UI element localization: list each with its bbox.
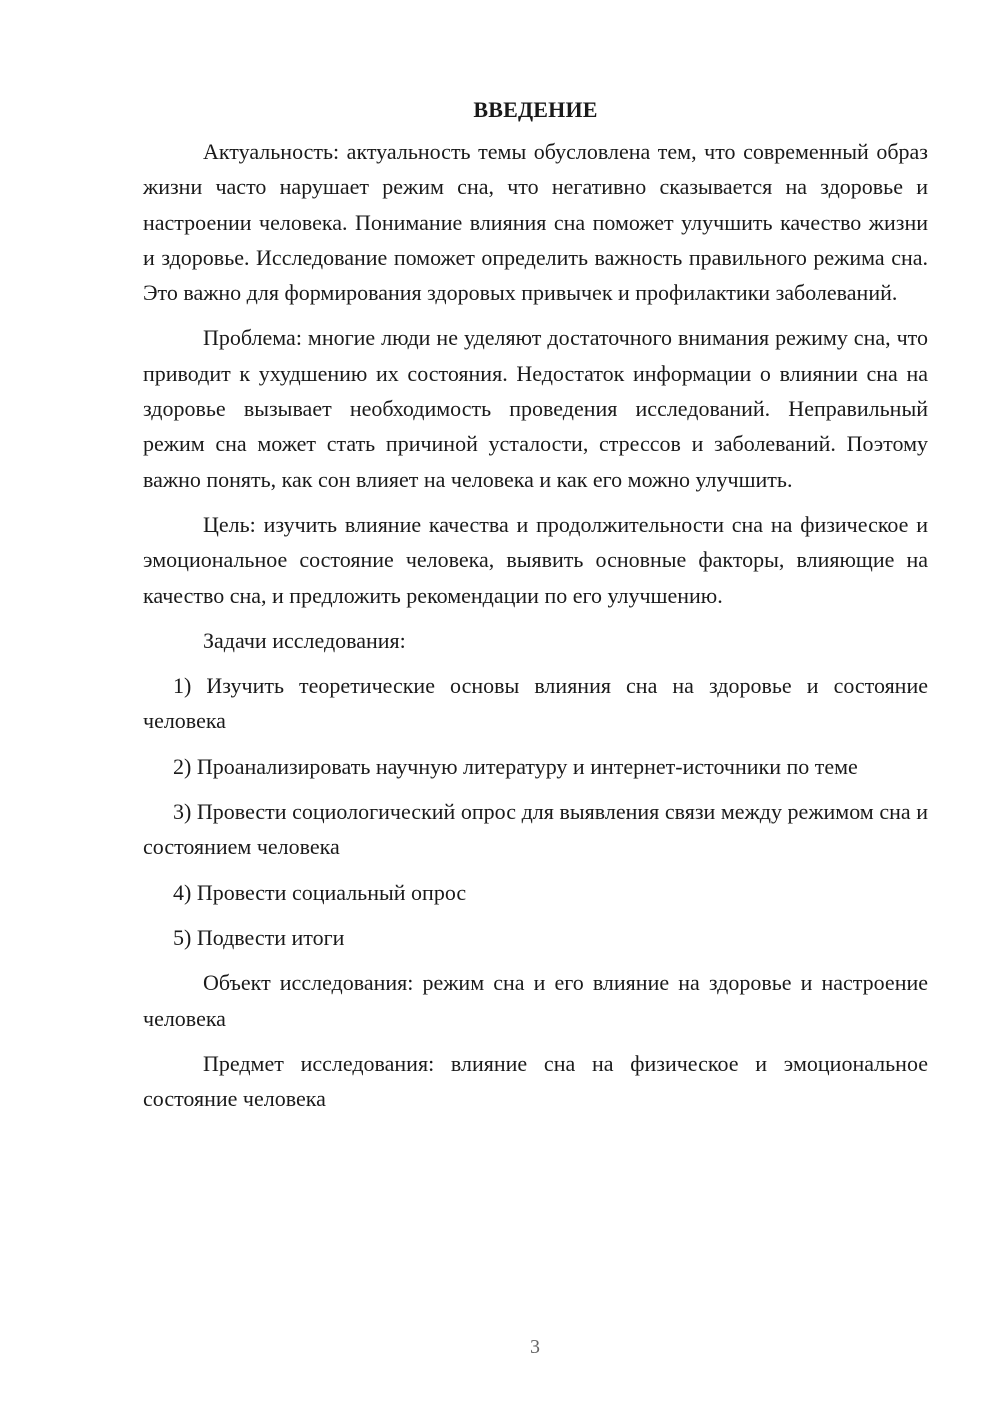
task-item-3: 3) Провести социологический опрос для выявления связи между режимом сна и состоянием человека [143,799,928,860]
paragraph-goal: Цель: изучить влияние качества и продолжительности сна на физическое и эмоциональное состояние человека, выявить основные факторы, влияющие на качество сна, и предложить рекомендации по его улучшению. [143,511,928,608]
page-number: 3 [530,1336,540,1358]
task-item-1: 1) Изучить теоретические основы влияния сна на здоровье и состояние человека [143,673,928,734]
task-item-5: 5) Подвести итоги [173,924,345,950]
tasks-heading: Задачи исследования: [203,627,406,653]
paragraph-relevance: Актуальность: актуальность темы обусловлена тем, что современный образ жизни часто нарушает режим сна, что негативно сказывается на здоровье и настроении человека. Понимание влияния сна поможет улучшить качество жизни и здоровье. Исследование поможет определить важность правильного режима сна. Это важно для формирования здоровых привычек и профилактики заболеваний. [143,139,928,306]
paragraph-problem: Проблема: многие люди не уделяют достаточного внимания режиму сна, что приводит к ухудшению их состояния. Недостаток информации о влиянии сна на здоровье вызывает необходимость проведения исследований. Неправильный режим сна может стать причиной усталости, стрессов и заболеваний. Поэтому важно понять, как сон влияет на человека и как его можно улучшить. [143,325,928,492]
task-item-4: 4) Провести социальный опрос [173,879,467,905]
task-item-2: 2) Проанализировать научную литературу и интернет-источники по теме [173,753,858,779]
page-content [143,96,928,1126]
paragraph-subject: Предмет исследования: влияние сна на физическое и эмоциональное состояние человека [143,1050,928,1112]
section-title: ВВЕДЕНИЕ [473,97,598,122]
paragraph-object: Объект исследования: режим сна и его влияние на здоровье и настроение человека [143,970,928,1031]
